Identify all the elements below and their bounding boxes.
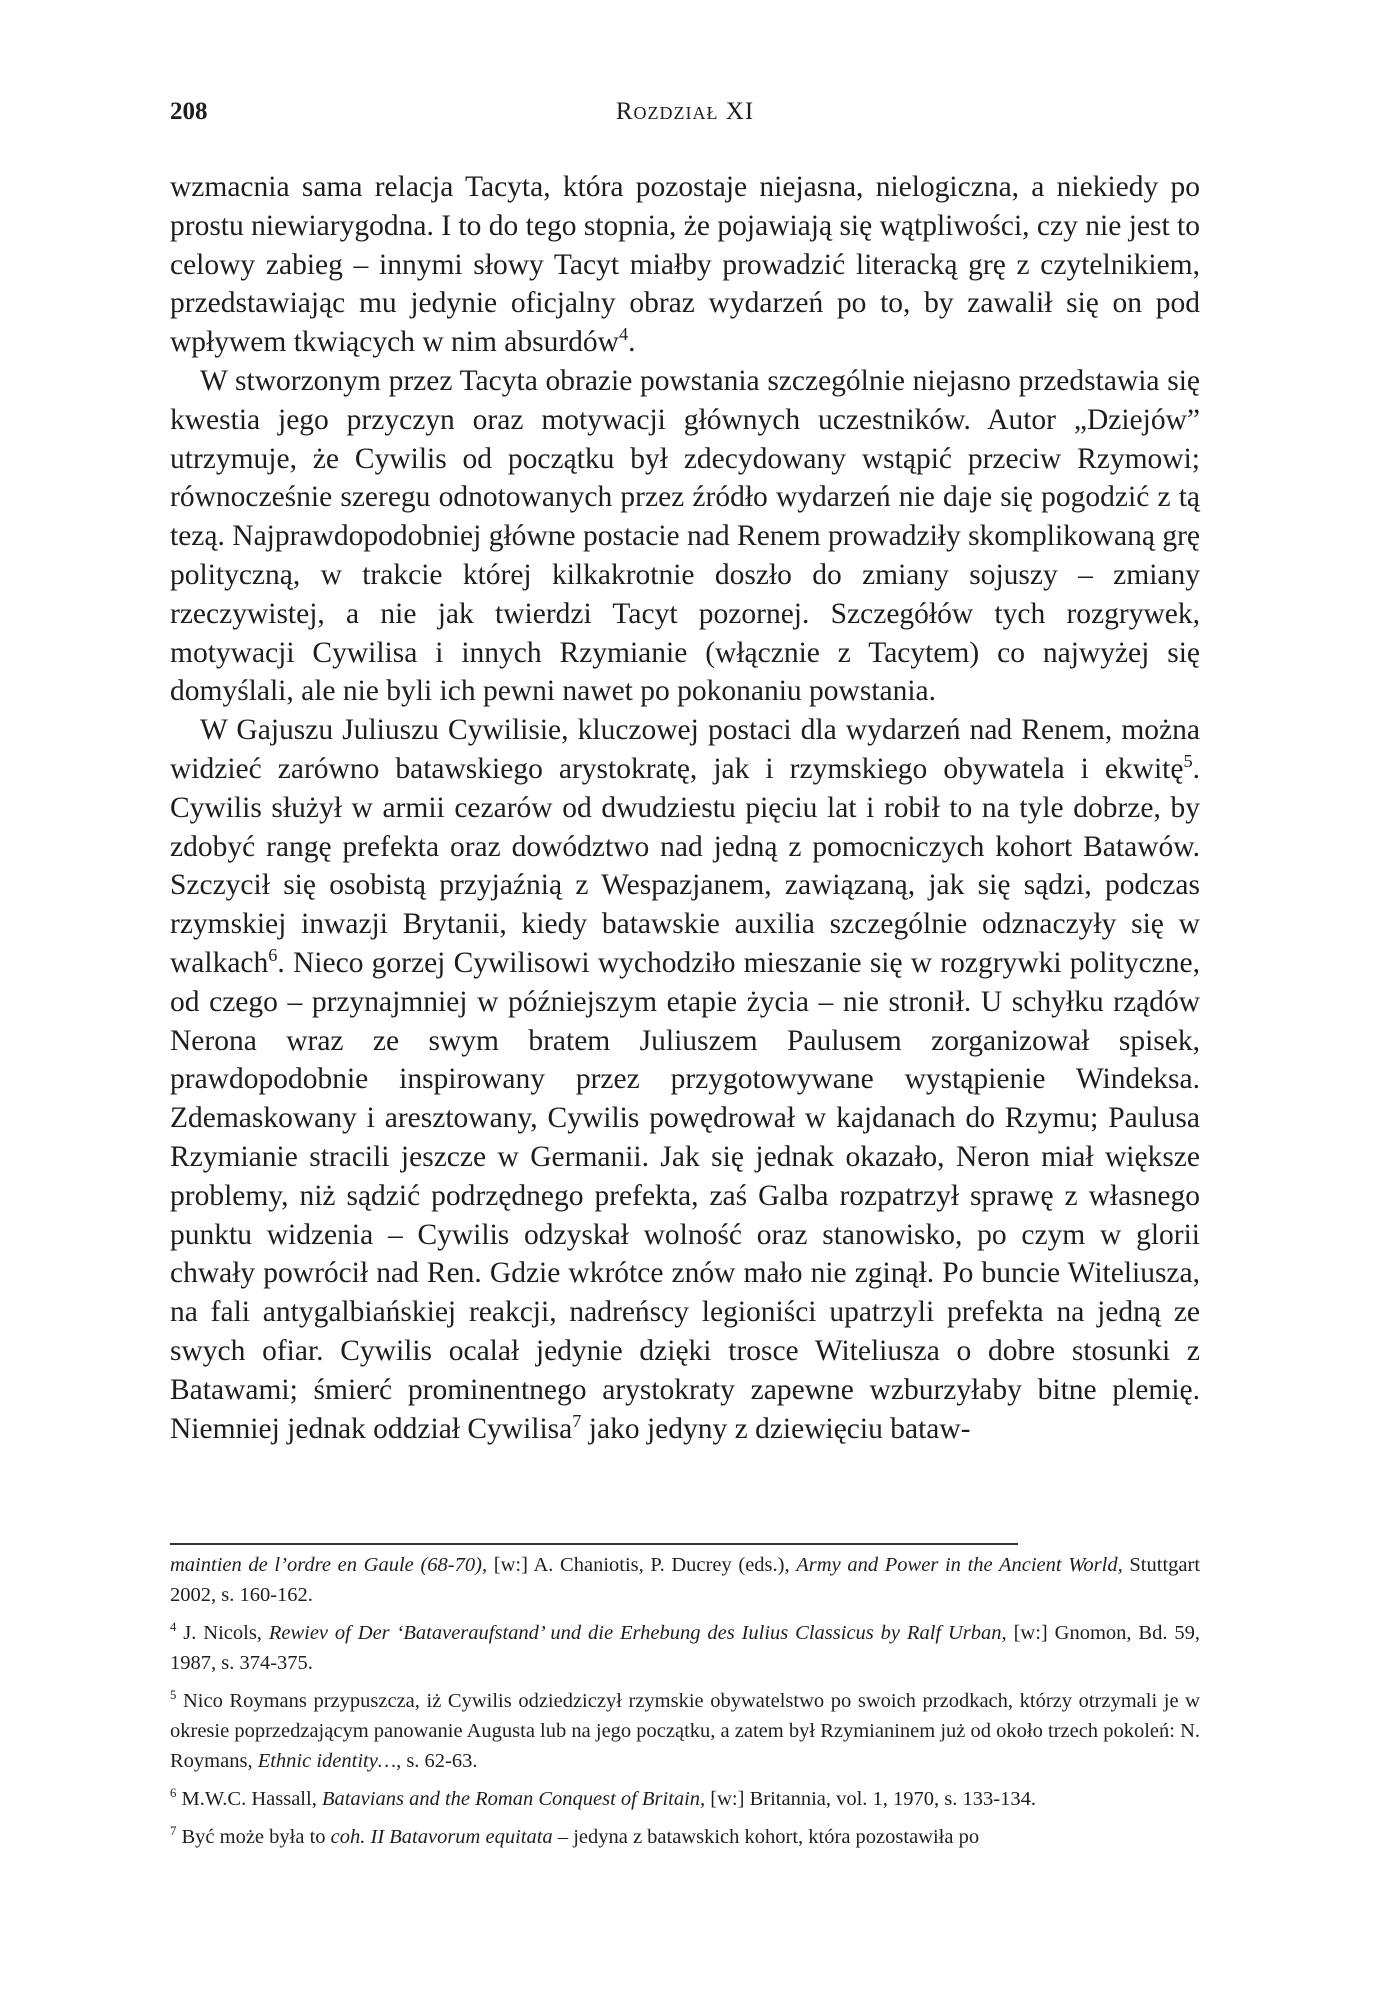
paragraph-3 xyxy=(170,711,1200,1448)
paragraph-3-part-c: . Nieco gorzej Cywilisowi wychodziło mieszanie się w rozgrywki polityczne, od czego – przynajmniej w późniejszym etapie życia – nie stronił. U schyłku rządów Nerona wraz ze swym bratem Juliuszem Paulusem zorganizował spisek, prawdopodobnie inspirowany przez przygotowywane wystąpienie Windeksa. Zdemaskowany i aresztowany, Cywilis powędrował w kajdanach do Rzymu; Paulusa Rzymianie stracili jeszcze w Germanii. Jak się jednak okazało, Neron miał większe problemy, niż sądzić podrzędnego prefekta, zaś Galba rozpatrzył sprawę z własnego punktu widzenia – Cywilis odzyskał wolność oraz stanowisko, po czym w glorii chwały powrócił nad Ren. Gdzie wkrótce znów mało nie zginął. Po buncie Witeliusza, na fali antygalbiańskiej reakcji, nadreńscy legioniści upatrzyli prefekta na jedną ze swych ofiar. Cywilis ocalał jedynie dzięki trosce Witeliusza o dobre stosunki z Batawami; śmierć prominentnego arystokraty zapewne wzburzyłaby bitne plemię. Niemniej jednak oddział Cywilisa xyxy=(170,946,1200,1445)
footnote-ref-5: 5 xyxy=(1183,751,1193,772)
footnote-6-author: M.W.C. Hassall, xyxy=(176,1788,322,1810)
footnote-7-end: – jedyna z batawskich kohort, która pozostawiła po xyxy=(552,1826,980,1848)
page-header xyxy=(170,98,1200,138)
footnote-6 xyxy=(170,1784,1200,1814)
footnote-6-source: [w:] Britannia, vol. 1, 1970, s. 133-134. xyxy=(705,1788,1036,1810)
paragraph-3-part-a: W Gajuszu Juliuszu Cywilisie, kluczowej postaci dla wydarzeń nad Renem, można widzieć zarówno batawskiego arystokratę, jak i rzymskiego obywatela i ekwitę xyxy=(170,714,1200,785)
footnote-divider xyxy=(170,1543,1018,1545)
fn-cont-text-2: Stuttgart 2002, s. 160-162. xyxy=(170,1554,1201,1606)
footnote-ref-4: 4 xyxy=(618,324,629,345)
footnote-5-number: 5 xyxy=(170,1688,177,1703)
fn-cont-italic-2: Army and Power in the Ancient World, xyxy=(796,1554,1123,1576)
footnote-continuation xyxy=(170,1550,1200,1610)
page-number: 208 xyxy=(170,98,208,125)
footnote-4-author: J. Nicols, xyxy=(176,1622,269,1644)
fn-cont-italic-1: maintien de l’ordre en Gaule (68-70), xyxy=(170,1554,488,1576)
main-text xyxy=(170,168,1200,1448)
footnote-5 xyxy=(170,1686,1200,1776)
paragraph-2: W stworzonym przez Tacyta obrazie powstania szczególnie niejasno przedstawia się kwestia jego przyczyn oraz motywacji głównych uczestników. Autor „Dziejów” utrzymuje, że Cywilis od początku był zdecydowany wstąpić przeciw Rzymowi; równocześnie szeregu odnotowanych przez źródło wydarzeń nie daje się pogodzić z tą tezą. Najprawdopodobniej główne postacie nad Renem prowadziły skomplikowaną grę polityczną, w trakcie której kilkakrotnie doszło do zmiany sojuszy – zmiany rzeczywistej, a nie jak twierdzi Tacyt pozornej. Szczegółów tych rozgrywek, motywacji Cywilisa i innych Rzymianie (włącznie z Tacytem) co najwyżej się domyślali, ale nie byli ich pewni nawet po pokonaniu powstania. xyxy=(170,364,1200,708)
footnote-6-number: 6 xyxy=(170,1786,177,1801)
footnote-4-source: [w:] Gnomon, Bd. 59, 1987, s. 374-375. xyxy=(170,1622,1200,1674)
paragraph-3-part-d: jako jedyny z dziewięciu bataw- xyxy=(581,1412,971,1445)
paragraph-1-end: . xyxy=(628,326,636,359)
footnote-5-text: Nico Roymans przypuszcza, iż Cywilis odziedziczył rzymskie obywatelstwo po swoich przodkach, którzy otrzymali je w okresie poprzedzającym panowanie Augusta lub na jego początku, a zatem był Rzymianinem już od około trzech pokoleń: N. Roymans, xyxy=(170,1690,1200,1772)
footnote-4-title: Rewiev of Der ‘Bataveraufstand’ und die Erhebung des Iulius Classicus by Ralf Urban, xyxy=(268,1622,1007,1644)
footnote-4 xyxy=(170,1618,1200,1678)
footnote-4-number: 4 xyxy=(170,1620,177,1635)
fn-cont-text-1: [w:] A. Chaniotis, P. Ducrey (eds.), xyxy=(487,1554,797,1576)
footnotes xyxy=(170,1550,1200,1860)
footnote-ref-7: 7 xyxy=(572,1410,582,1431)
footnote-7-title: coh. II Batavorum equitata xyxy=(330,1826,553,1848)
running-head: Rozdział XI xyxy=(615,98,755,125)
paragraph-1 xyxy=(170,168,1200,362)
paragraph-1-text: wzmacnia sama relacja Tacyta, która pozostaje niejasna, nielogiczna, a niekiedy po prostu niewiarygodna. I to do tego stopnia, że pojawiają się wątpliwości, czy nie jest to celowy zabieg – innymi słowy Tacyt miałby prowadzić literacką grę z czytelnikiem, przedstawiając mu jedynie oficjalny obraz wydarzeń po to, by zawalił się on pod wpływem tkwiących w nim absurdów xyxy=(170,171,1200,359)
footnote-6-title: Batavians and the Roman Conquest of Britain, xyxy=(321,1788,706,1810)
paragraph-3-part-b: . Cywilis służył w armii cezarów od dwudziestu pięciu lat i robił to na tyle dobrze, by zdobyć rangę prefekta oraz dowództwo nad jedną z pomocniczych kohort Batawów. Szczycił się osobistą przyjaźnią z Wespazjanem, zawiązaną, jak się sądzi, podczas rzymskiej inwazji Brytanii, kiedy batawskie auxilia szczególnie odznaczyły się w walkach xyxy=(170,752,1200,979)
footnote-5-title: Ethnic identity… xyxy=(257,1750,397,1772)
footnote-7 xyxy=(170,1822,1200,1852)
footnote-5-end: , s. 62-63. xyxy=(396,1750,478,1772)
footnote-7-text: Być może była to xyxy=(176,1826,331,1848)
footnote-7-number: 7 xyxy=(170,1824,177,1839)
footnote-ref-6: 6 xyxy=(268,945,278,966)
